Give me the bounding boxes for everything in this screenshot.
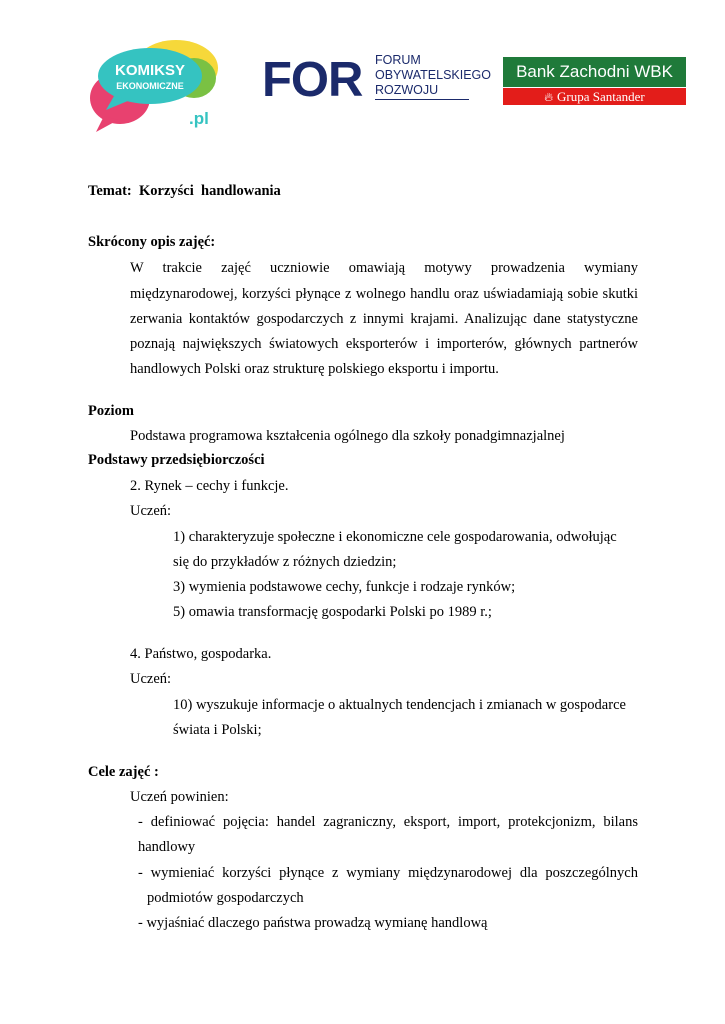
for-name xyxy=(375,53,491,98)
topic-line xyxy=(88,182,281,200)
description-line-2: międzynarodowej, korzyści płynące z wolnego handlu oraz uświadamiają sobie skutki xyxy=(130,286,638,302)
topic-label: Temat: xyxy=(88,183,132,199)
section1-item: się do przykładów z różnych dziedzin; xyxy=(173,554,397,570)
goals-intro: Uczeń powinien: xyxy=(130,789,229,805)
for-line-3: ROZWOJU xyxy=(375,83,439,97)
grupa-santander-text: Grupa Santander xyxy=(557,89,645,104)
section2-title: 4. Państwo, gospodarka. xyxy=(130,646,272,662)
bank-name: Bank Zachodni WBK xyxy=(503,57,686,87)
section1-item: 3) wymienia podstawowe cechy, funkcje i rodzaje rynków; xyxy=(173,579,516,595)
pl-suffix: .pl xyxy=(189,109,209,128)
goal-line: - wymieniać korzyści płynące z wymiany międzynarodowej dla poszczególnych xyxy=(138,865,638,881)
forum-obywatelskiego-rozwoju-logo xyxy=(262,52,491,107)
bank-zachodni-wbk-logo xyxy=(503,57,686,105)
section1-student: Uczeń: xyxy=(130,503,172,519)
goal-line: podmiotów gospodarczych xyxy=(147,890,304,906)
section2-student: Uczeń: xyxy=(130,671,172,687)
for-mark: FOR xyxy=(262,53,363,107)
section1-item: 5) omawia transformację gospodarki Polski po 1989 r.; xyxy=(173,604,492,620)
santander-flame-icon: 🔥︎ xyxy=(544,90,554,104)
description-line-3: zerwania kontaktów gospodarczych z innymi krajami. Analizując dane statystyczne xyxy=(130,311,638,327)
grupa-santander-bar xyxy=(503,88,686,105)
topic-value: Korzyści handlowania xyxy=(139,183,281,199)
description-line-4: poznają największych światowych eksporterów i importerów, głównych partnerów xyxy=(130,336,638,352)
description-line-1: W trakcie zajęć uczniowie omawiają motywy prowadzenia wymiany xyxy=(130,260,638,276)
description-line-5: handlowych Polski oraz strukturę polskiego eksportu i importu. xyxy=(130,361,499,377)
ekonomiczne-word: EKONOMICZNE xyxy=(116,81,184,91)
section1-title: 2. Rynek – cechy i funkcje. xyxy=(130,478,289,494)
for-rule xyxy=(375,99,469,100)
section2-item: 10) wyszukuje informacje o aktualnych tendencjach i zmianach w gospodarce xyxy=(173,697,626,713)
description-heading: Skrócony opis zajęć: xyxy=(88,234,216,250)
komiksy-ekonomiczne-logo xyxy=(84,38,224,133)
for-line-1: FORUM xyxy=(375,53,421,67)
level-heading: Poziom xyxy=(88,403,134,419)
goals-heading: Cele zajęć : xyxy=(88,764,159,780)
section2-item: świata i Polski; xyxy=(173,722,262,738)
goal-line: handlowy xyxy=(138,839,196,855)
goal-line: - wyjaśniać dlaczego państwa prowadzą wymianę handlową xyxy=(138,915,488,931)
basics-heading: Podstawy przedsiębiorczości xyxy=(88,452,265,468)
komiksy-word: KOMIKSY xyxy=(114,62,186,79)
section1-item: 1) charakteryzuje społeczne i ekonomiczne cele gospodarowania, odwołując xyxy=(173,529,617,545)
for-line-2: OBYWATELSKIEGO xyxy=(375,68,491,82)
level-text: Podstawa programowa kształcenia ogólnego dla szkoły ponadgimnazjalnej xyxy=(130,428,565,444)
goal-line: - definiować pojęcia: handel zagraniczny, eksport, import, protekcjonizm, bilans xyxy=(138,814,638,830)
